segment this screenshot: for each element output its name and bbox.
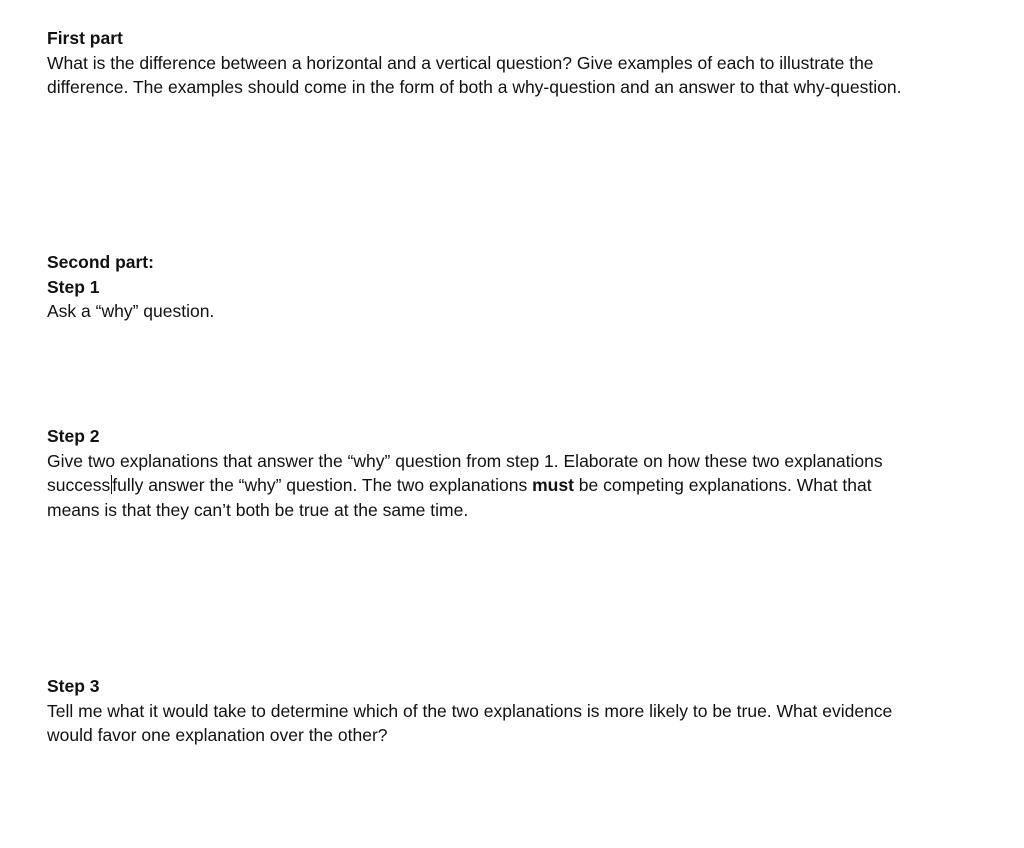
step2-emphasis: must (532, 475, 574, 495)
second-part-heading: Second part: (47, 252, 154, 272)
step3-instruction: Tell me what it would take to determine which of the two explanations is more likely to be true. What evidence would favor one explanation over the other? (47, 700, 893, 745)
step2-text-part3: be competing explanations. What that means is that they can’t both be true at the same time. (47, 475, 872, 520)
step2-heading: Step 2 (47, 426, 100, 446)
step3-section (47, 674, 927, 748)
first-part-question: What is the difference between a horizontal and a vertical question? Give examples of each to illustrate the difference. The examples should come in the form of both a why-question and an answer to that why-question. (47, 52, 902, 97)
step1-instruction: Ask a “why” question. (47, 301, 215, 321)
step2-text-part1: Give two explanations that answer the “why” question from step 1. Elaborate on how these two explanations success (47, 450, 883, 495)
step2-text-part2: fully answer the “why” question. The two explanations (112, 475, 533, 495)
first-part-heading: First part (47, 28, 123, 48)
step2-section (47, 424, 927, 522)
first-part-section (47, 26, 927, 100)
step1-heading: Step 1 (47, 276, 100, 297)
step3-heading: Step 3 (47, 676, 100, 696)
step2-instruction[interactable] (47, 449, 927, 523)
second-part-section (47, 250, 927, 324)
